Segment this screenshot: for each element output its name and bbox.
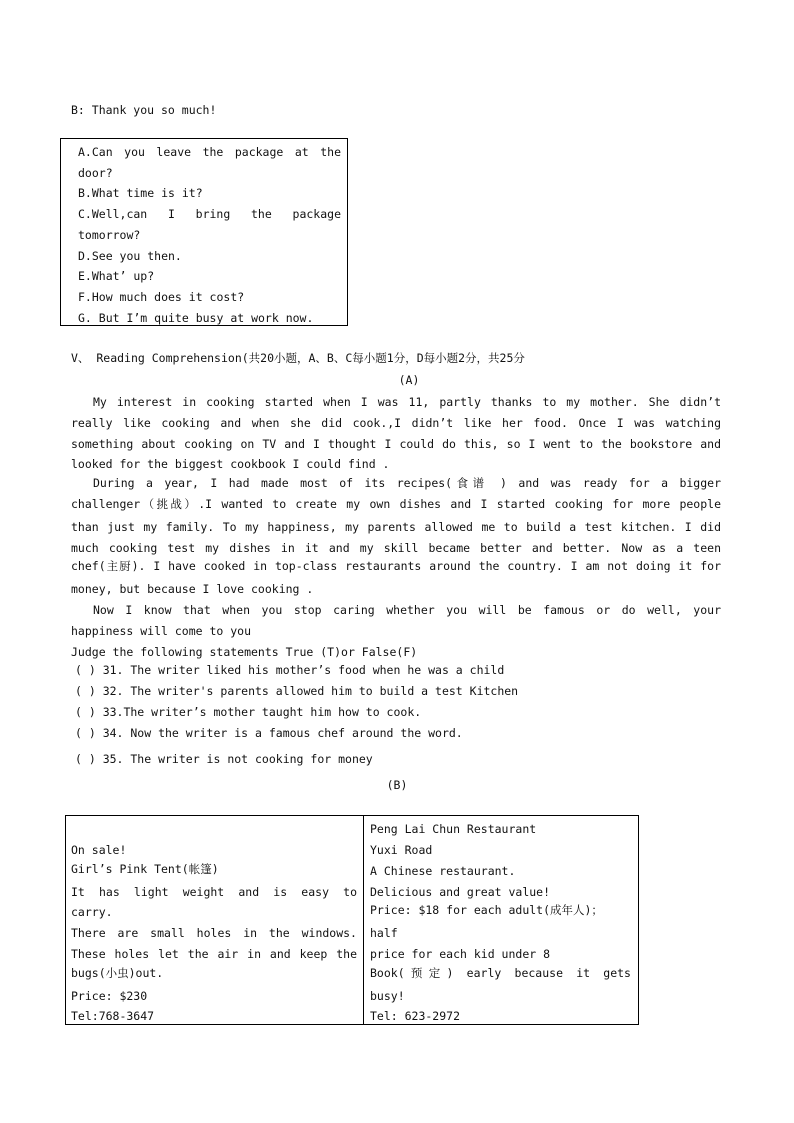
judge-instruction: Judge the following statements True (T)or False(F) (71, 645, 418, 659)
option-d: D.See you then. (78, 249, 182, 263)
tent-tel: Tel:768-3647 (71, 1009, 155, 1023)
passage-line: much cooking test my dishes in it and my skill became better and better. Now as a teen (71, 541, 721, 555)
question-31: ( ) 31. The writer liked his mother’s food when he was a child (75, 663, 505, 677)
tent-desc-line: bugs(小虫)out. (71, 966, 164, 980)
restaurant-price-line: half (370, 926, 398, 940)
passage-line: something about cooking on TV and I thought I could do this, so I went to the bookstore and (71, 437, 721, 451)
option-a-line2: door? (78, 166, 113, 180)
option-f: F.How much does it cost? (78, 290, 245, 304)
passage-line: challenger（挑战）.I wanted to create my own dishes and I started cooking for more people (71, 497, 721, 511)
tent-desc-line: carry. (71, 905, 113, 919)
passage-line: chef(主厨). I have cooked in top-class restaurants around the country. I am not doing it for (71, 559, 721, 573)
tent-desc-line: It has light weight and is easy to (71, 885, 357, 899)
passage-line: During a year, I had made most of its recipes(食谱 ) and was ready for a bigger (93, 476, 721, 490)
passage-line: My interest in cooking started when I was 11, partly thanks to my mother. She didn’t (93, 395, 721, 409)
passage-line: happiness will come to you (71, 624, 252, 638)
part-b-label: (B) (386, 778, 408, 792)
option-g: G. But I’m quite busy at work now. (78, 311, 314, 325)
passage-line: money, but because I love cooking . (71, 582, 314, 596)
passage-line: looked for the biggest cookbook I could find . (71, 457, 390, 471)
restaurant-tel: Tel: 623-2972 (370, 1009, 461, 1023)
restaurant-booking-line: Book(预定) early because it gets (370, 966, 631, 980)
tent-sale-label: On sale! (71, 843, 127, 857)
tent-item-name: Girl’s Pink Tent(帐篷) (71, 862, 219, 876)
restaurant-name: Peng Lai Chun Restaurant (370, 822, 537, 836)
restaurant-slogan: Delicious and great value! (370, 885, 551, 899)
option-e: E.What’ up? (78, 269, 155, 283)
part-a-label: (A) (398, 373, 420, 387)
question-35: ( ) 35. The writer is not cooking for money (75, 752, 373, 766)
question-33: ( ) 33.The writer’s mother taught him how to cook. (75, 705, 422, 719)
ads-table-divider (363, 815, 364, 1025)
option-b: B.What time is it? (78, 186, 203, 200)
restaurant-type: A Chinese restaurant. (370, 864, 516, 878)
option-c-line1: C.Well,can I bring the package (78, 207, 341, 221)
tent-desc-line: These holes let the air in and keep the (71, 947, 357, 961)
restaurant-price-line: price for each kid under 8 (370, 947, 551, 961)
option-a-line1: A.Can you leave the package at the (78, 145, 341, 159)
restaurant-price-line: Price: $18 for each adult(成年人)； (370, 903, 603, 917)
question-32: ( ) 32. The writer's parents allowed him to build a test Kitchen (75, 684, 519, 698)
passage-line: really like cooking and when she did cook.,I didn’t like her food. Once I was watching (71, 416, 721, 430)
restaurant-road: Yuxi Road (370, 843, 433, 857)
tent-desc-line: There are small holes in the windows. (71, 926, 357, 940)
ads-table (65, 815, 639, 1025)
section-heading: V、 Reading Comprehension(共20小题，A、B、C每小题1分，D每小题2分，共25分 (71, 351, 525, 365)
option-c-line2: tomorrow? (78, 228, 141, 242)
dialogue-line-b: B: Thank you so much! (71, 103, 217, 117)
tent-price: Price: $230 (71, 989, 148, 1003)
question-34: ( ) 34. Now the writer is a famous chef around the word. (75, 726, 463, 740)
passage-line: Now I know that when you stop caring whether you will be famous or do well, your (93, 603, 721, 617)
passage-line: than just my family. To my happiness, my parents allowed me to build a test kitchen. I did (71, 520, 721, 534)
restaurant-booking-line: busy! (370, 989, 405, 1003)
